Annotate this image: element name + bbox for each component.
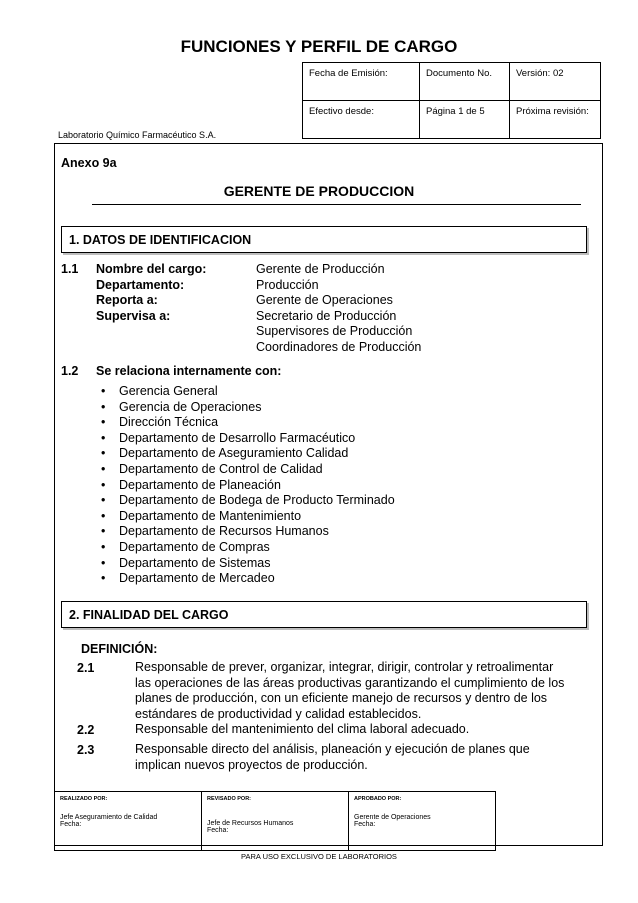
- documento-no-cell: Documento No.: [420, 63, 510, 101]
- item-2-3-line-2: implican nuevos proyectos de producción.: [135, 757, 368, 772]
- item-2-2-text: [135, 722, 469, 738]
- list-item: • Departamento de Mantenimiento: [101, 509, 395, 525]
- realizado-label: REALIZADO POR:: [60, 796, 108, 802]
- realizado-fecha: Fecha:: [60, 821, 82, 828]
- item-2-3-line-1: Responsable directo del análisis, planeación y ejecución de planes que: [135, 742, 530, 756]
- item-2-1-line-1: Responsable de prever, organizar, integrar, dirigir, controlar y retroalimentar: [135, 660, 554, 674]
- definicion-label: DEFINICIÓN:: [81, 642, 158, 656]
- item-2-1-number: 2.1: [77, 661, 95, 675]
- item-2-1-line-3: planes de producción, con un eficiente manejo de recursos y dentro de los: [135, 691, 548, 706]
- departamento-value: Producción: [256, 277, 319, 292]
- list-item: • Gerencia de Operaciones: [101, 400, 395, 416]
- nombre-cargo-value: Gerente de Producción: [256, 262, 385, 276]
- identification-values: [256, 262, 421, 356]
- subsection-1-1-number: 1.1: [61, 262, 79, 276]
- anexo-label: Anexo 9a: [61, 156, 117, 170]
- list-item: • Dirección Técnica: [101, 415, 395, 431]
- nombre-cargo-label: Nombre del cargo:: [96, 262, 207, 276]
- aprobado-fecha: Fecha:: [354, 821, 376, 828]
- item-2-1-text: [135, 660, 564, 722]
- list-item: • Departamento de Bodega de Producto Terminado: [101, 493, 395, 509]
- fecha-emision-cell: Fecha de Emisión:: [303, 63, 420, 101]
- list-item: • Departamento de Planeación: [101, 478, 395, 494]
- departamento-label: Departamento:: [96, 277, 185, 292]
- section-2-header: [61, 601, 587, 628]
- item-2-3-number: 2.3: [77, 743, 95, 757]
- revisado-label: REVISADO POR:: [207, 796, 252, 802]
- version-cell: Versión: 02: [510, 63, 601, 101]
- supervisa-label: Supervisa a:: [96, 308, 171, 323]
- item-2-3-text: [135, 742, 530, 773]
- list-item: • Departamento de Mercadeo: [101, 571, 395, 587]
- list-item: • Gerencia General: [101, 384, 395, 400]
- list-item: • Departamento de Compras: [101, 540, 395, 556]
- list-item: • Departamento de Recursos Humanos: [101, 524, 395, 540]
- header-table: [302, 62, 601, 139]
- revisado-cell: [202, 792, 349, 851]
- revisado-name: Jefe de Recursos Humanos: [207, 820, 294, 827]
- reporta-value: Gerente de Operaciones: [256, 293, 393, 308]
- list-item: • Departamento de Aseguramiento Calidad: [101, 446, 395, 462]
- identification-labels: [96, 262, 206, 324]
- job-title: GERENTE DE PRODUCCION: [223, 183, 415, 199]
- item-2-2-line-1: Responsable del mantenimiento del clima laboral adecuado.: [135, 722, 470, 736]
- subsection-1-2-number: 1.2: [61, 364, 79, 378]
- supervisa-value-2: Supervisores de Producción: [256, 324, 413, 339]
- supervisa-value-1: Secretario de Producción: [256, 308, 397, 323]
- list-item: • Departamento de Sistemas: [101, 556, 395, 572]
- section-1-header: [61, 226, 587, 253]
- job-title-rule: [92, 204, 581, 205]
- reporta-label: Reporta a:: [96, 293, 158, 308]
- approval-table: [54, 791, 496, 851]
- supervisa-value-3: Coordinadores de Producción: [256, 339, 422, 354]
- item-2-1-line-4: estándares de productividad y calidad establecidos.: [135, 706, 422, 721]
- section-2-title: 2. FINALIDAD DEL CARGO: [69, 608, 229, 622]
- item-2-1-line-2: las operaciones de las áreas productivas garantizando el cumplimiento de los: [135, 675, 565, 690]
- efectivo-desde-cell: Efectivo desde:: [303, 101, 420, 139]
- pagina-cell: Página 1 de 5: [420, 101, 510, 139]
- list-item: • Departamento de Desarrollo Farmacéutico: [101, 431, 395, 447]
- usage-note: PARA USO EXCLUSIVO DE LABORATORIOS: [241, 852, 397, 861]
- subsection-1-2-label: Se relaciona internamente con:: [96, 364, 282, 378]
- document-title: FUNCIONES Y PERFIL DE CARGO: [180, 37, 458, 56]
- aprobado-cell: [349, 792, 496, 851]
- internal-relations-list: [101, 384, 395, 587]
- list-item: • Departamento de Control de Calidad: [101, 462, 395, 478]
- revisado-fecha: Fecha:: [207, 827, 229, 834]
- aprobado-name: Gerente de Operaciones: [354, 814, 431, 821]
- aprobado-label: APROBADO POR:: [354, 796, 402, 802]
- realizado-cell: [55, 792, 202, 851]
- section-1-title: 1. DATOS DE IDENTIFICACION: [69, 233, 252, 247]
- realizado-name: Jefe Aseguramiento de Calidad: [60, 814, 158, 821]
- item-2-2-number: 2.2: [77, 723, 95, 737]
- company-name: Laboratorio Químico Farmacéutico S.A.: [58, 130, 217, 140]
- proxima-revision-cell: Próxima revisión:: [510, 101, 601, 139]
